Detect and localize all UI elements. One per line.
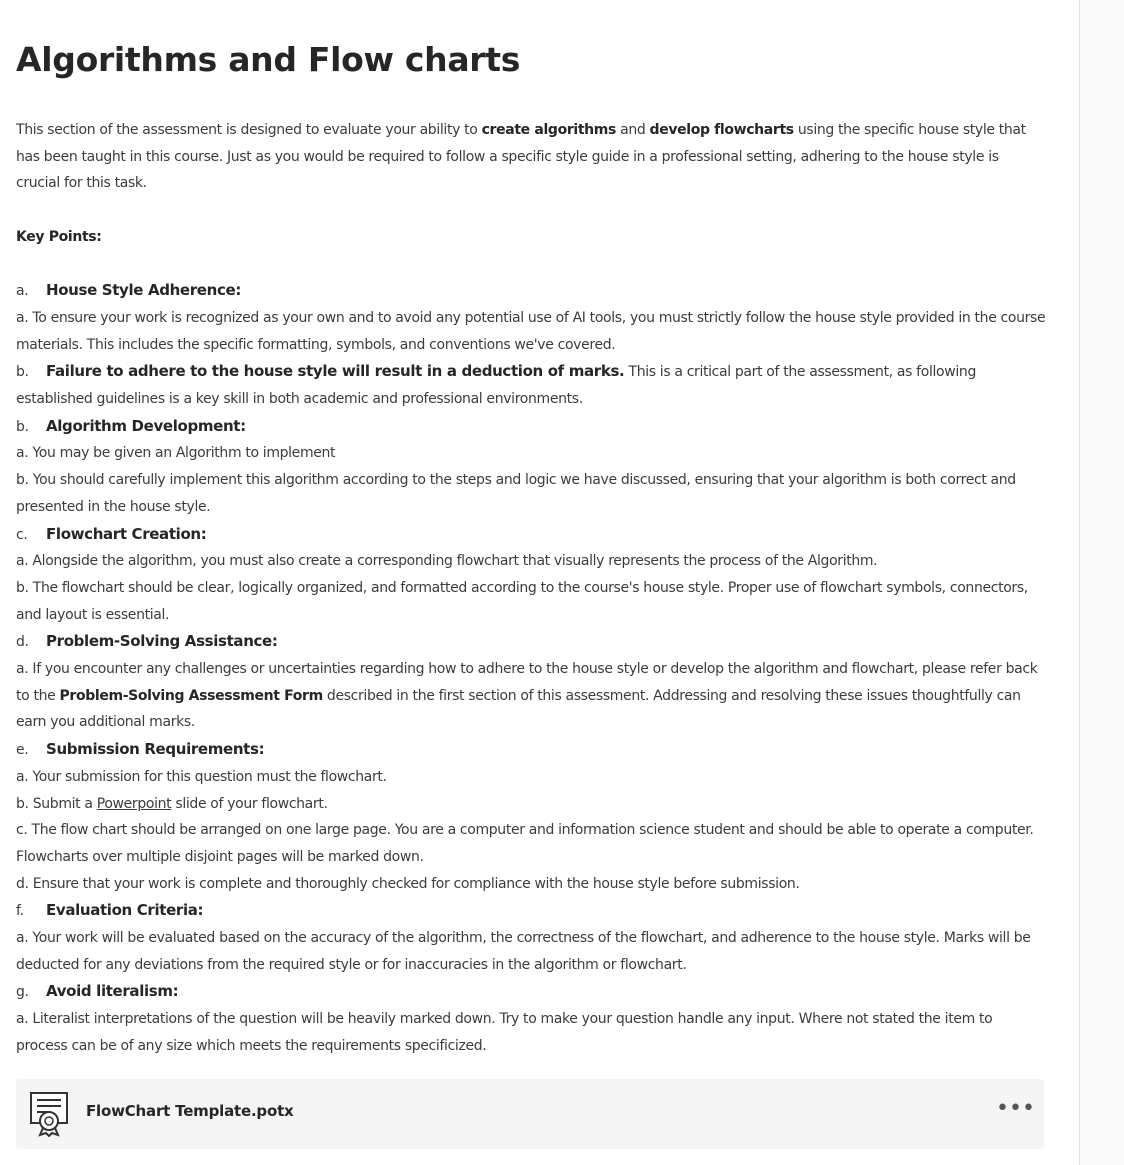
right-sidebar [1079,0,1124,1165]
list-item: a. Your work will be evaluated based on the accuracy of the algorithm, the correctness of the flowchart, and adherence to the house style. Marks will be deducted for any deviations from the required style or for inaccuracies in the algorithm or flowchart. [16,930,1031,973]
attachment-file[interactable] [16,1079,1044,1149]
list-item: a. Alongside the algorithm, you must also create a corresponding flowchart that visually represents the process of the Algorithm. [16,553,878,570]
attachment-filename[interactable]: FlowChart Template.potx [86,1102,294,1120]
more-options-icon[interactable]: ••• [996,1096,1035,1121]
section-heading: c. Flowchart Creation: [16,524,207,543]
section-heading: b. Algorithm Development: [16,416,246,435]
list-item: d. Ensure that your work is complete and thoroughly checked for compliance with the house style before submission. [16,875,800,892]
list-item: b. Failure to adhere to the house style will result in a deduction of marks. This is a critical part of the assessment, as following established guidelines is a key skill in both academic and professional environments. [16,362,976,407]
list-item: a. If you encounter any challenges or uncertainties regarding how to adhere to the house style or develop the algorithm and flowchart, please refer back to the Problem-Solving Assessment Form described in the first section of this assessment. Addressing and resolving these issues thoughtfully can earn you additional marks. [16,661,1038,731]
section-heading: f. Evaluation Criteria: [16,901,204,920]
section-heading: g. Avoid literalism: [16,982,179,1001]
list-item: a. To ensure your work is recognized as your own and to avoid any potential use of AI tools, you must strictly follow the house style provided in the course materials. This includes the specific formatting, symbols, and conventions we've covered. [16,309,1046,353]
powerpoint-template-icon [28,1091,70,1137]
list-item: b. Submit a Powerpoint slide of your flowchart. [16,795,328,812]
key-points-label: Key Points: [16,228,102,245]
list-item: b. You should carefully implement this algorithm according to the steps and logic we have discussed, ensuring that your algorithm is both correct and presented in the house style. [16,472,1016,515]
list-item: c. The flow chart should be arranged on one large page. You are a computer and information science student and should be able to operate a computer. Flowcharts over multiple disjoint pages will be marked down. [16,822,1034,865]
intro-paragraph: This section of the assessment is designed to evaluate your ability to create algorithms and develop flowcharts using the specific house style that has been taught in this course. Just as you would be required to follow a specific style guide in a professional setting, adhering to the house style is crucial for this task. [16,122,1026,192]
list-item: a. You may be given an Algorithm to implement [16,445,336,462]
list-item: b. The flowchart should be clear, logically organized, and formatted according to the course's house style. Proper use of flowchart symbols, connectors, and layout is essential. [16,579,1028,623]
section-heading: e. Submission Requirements: [16,740,265,759]
list-item: a. Literalist interpretations of the question will be heavily marked down. Try to make your question handle any input. Where not stated the item to process can be of any size which meets the requirements specificized. [16,1011,993,1054]
page-title: Algorithms and Flow charts [16,40,521,79]
powerpoint-link[interactable]: Powerpoint [96,795,172,812]
list-item: a. Your submission for this question must the flowchart. [16,768,387,785]
assessment-body [16,117,1046,1060]
section-heading: d. Problem-Solving Assistance: [16,632,278,651]
section-heading: a. House Style Adherence: [16,281,241,300]
